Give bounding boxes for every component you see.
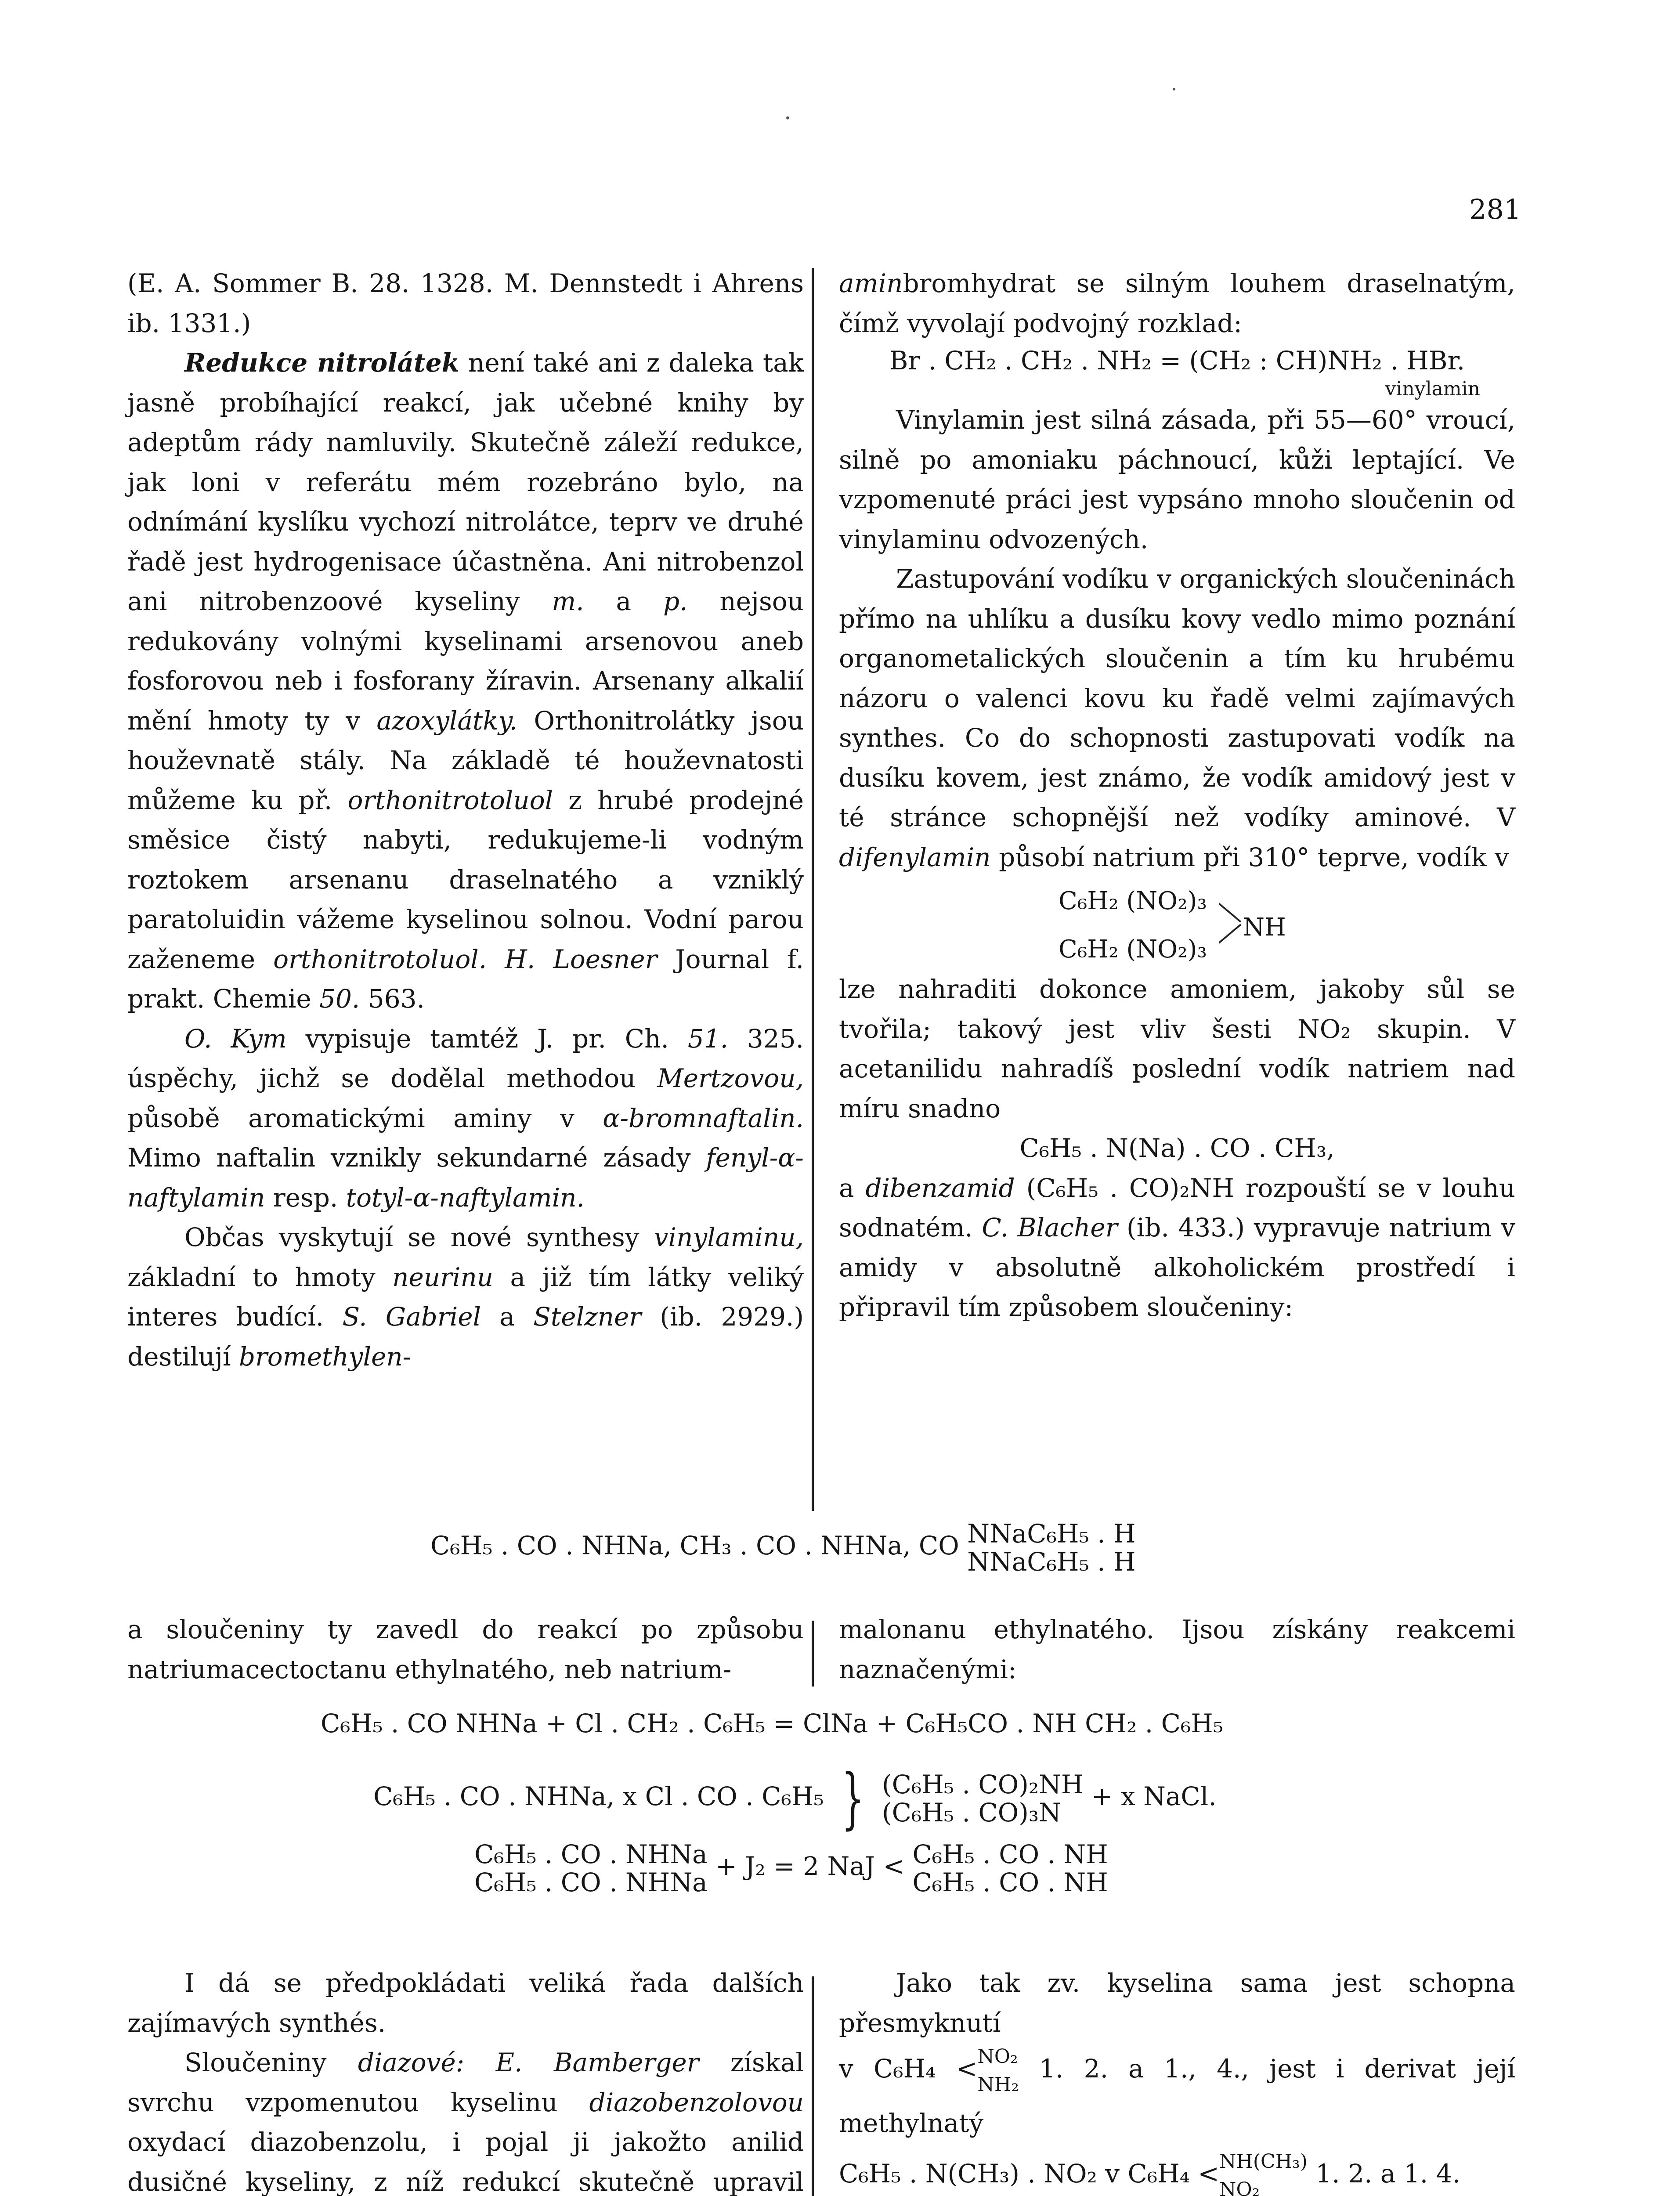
paragraph-synthes: I dá se předpokládati veliká řada dalších zajímavých synthés. [127, 1968, 804, 2038]
right-column-bottom [839, 1963, 1515, 2196]
column-divider-mid [812, 1621, 814, 1687]
page-number: 281 [1469, 193, 1521, 225]
paragraph-amonium: lze nahraditi dokonce amoniem, jakoby sůl se tvořila; takový jest vliv šesti NO₂ skupin. V acetanilidu nahradíš poslední vodík natriem nad míru snadno [839, 974, 1515, 1123]
mid-left-text: a sloučeniny ty zavedl do reakcí po způsobu natriumacectoctanu ethylnatého, neb natrium- [127, 1614, 804, 1684]
paragraph-vinylamin-props: Vinylamin jest silná zásada, při 55—60° vroucí, silně po amoniaku páchnoucí, kůži leptající. Ve vzpomenuté práci jest vypsáno mnoho sloučenin od vinylaminu odvozených. [839, 405, 1515, 554]
bond-lines [1219, 895, 1245, 952]
paragraph-amin: aminbromhydrat se silným louhem draselnatým, čímž vyvolají podvojný rozklad: [839, 268, 1515, 338]
right-brace: } [841, 1760, 865, 1837]
paragraph-dibenzamid: a dibenzamid (C₆H₅ . CO)₂NH rozpouští se v louhu sodnatém. C. Blacher (ib. 433.) vypravuje natrium v amidy v absolutně alkoholickém prostředí i připravil tím způsobem sloučeniny: [839, 1173, 1515, 1322]
left-column-top [127, 264, 804, 1376]
paragraph-redukce: Redukce nitrolátek není také ani z daleka tak jasně probíhající reakcí, jak učebné knihy by adeptům rády namluvily. Skutečně záleží redukce, jak loni v referátu mém rozebráno bylo, na odnímání kyslíku vychozí nitrolátce, teprv ve druhé řadě jest hydrogenisace účastněna. Ani nitrobenzol ani nitrobenzoové kyseliny m. a p. nejsou redukovány volnými kyselinami arsenovou aneb fosforovou neb i fosforany žíravin. Arsenany alkalií mění hmoty ty v azoxylátky. Orthonitrolátky jsou houževnatě stály. Na základě té houževnatosti můžeme ku př. orthonitrotoluol z hrubé prodejné směsice čistý nabyti, redukujeme-li vodným roztokem arsenanu draselnatého a vzniklý paratoluidin vážeme kyselinou solnou. Vodní parou zaženeme orthonitrotoluol. H. Loesner Journal f. prakt. Chemie 50. 563. [127, 348, 804, 1014]
left-column-bottom [127, 1963, 804, 2196]
column-divider-top [812, 268, 814, 1511]
equation-acetanilid: C₆H₅ . N(Na) . CO . CH₃, [1019, 1133, 1335, 1163]
paragraph-zastupovani: Zastupování vodíku v organických sloučeninách přímo na uhlíku a dusíku kovy vedlo mimo poznání organometalických sloučenin a tím ku hrubému názoru o valenci kovu ku řadě velmi zajímavých synthes. Co do schopnosti zastupovati vodík na dusíku kovem, jest známo, že vodík amidový jest v té stránce schopnější než vodíky aminové. V difenylamin působí natrium při 310° teprve, vodík v [839, 564, 1515, 872]
paragraph-kym: O. Kym vypisuje tamtéž J. pr. Ch. 51. 325. úspěchy, jichž se dodělal methodou Mertzovou, působě aromatickými aminy v α-bromnaftalin. Mimo naftalin vznikly sekundarné zásady fenyl-α-naftylamin resp. totyl-α-naftylamin. [127, 1023, 804, 1213]
paragraph-vinylamin: Občas vyskytují se nové synthesy vinylaminu, základní to hmoty neurinu a již tím látky veliký interes budící. S. Gabriel a Stelzner (ib. 2929.) destilují bromethylen- [127, 1222, 804, 1372]
equation-3: C₆H₅ . CO . NHNa C₆H₅ . CO . NHNa + J₂ = 2 NaJ < C₆H₅ . CO . NH C₆H₅ . CO . NH [474, 1839, 1108, 1897]
scan-speck [1173, 88, 1175, 90]
formula-nitroaniline: v C₆H₄ <NO₂ NH₂ 1. 2. a 1., 4., jest i derivat její methylnatý [839, 2045, 1516, 2138]
right-column-top [839, 264, 1515, 1327]
formula-hexanitrodiphenylamine: C₆H₂ (NO₂)₃ NH C₆H₂ (NO₂)₃ [1059, 887, 1286, 964]
formula-sodium-amides: C₆H₅ . CO . NHNa, CH₃ . CO . NHNa, CO NNaC₆H₅ . H NNaC₆H₅ . H [430, 1519, 1136, 1577]
equation-1: C₆H₅ . CO NHNa + Cl . CH₂ . C₆H₅ = ClNa + C₆H₅CO . NH CH₂ . C₆H₅ [321, 1708, 1224, 1738]
paragraph-diazo: Sloučeniny diazové: E. Bamberger získal svrchu vzpomenutou kyselinu diazobenzolovou oxydací diazobenzolu, i pojal ji jakožto anilid dusičné kyseliny, z níž redukcí skutečně upravil [127, 2048, 804, 2196]
equation-2: C₆H₅ . CO . NHNa, x Cl . CO . C₆H₅ } (C₆H₅ . CO)₂NH (C₆H₅ . CO)₃N + x NaCl. [373, 1760, 1217, 1837]
scan-speck [786, 116, 789, 119]
paragraph-kyselina: Jako tak zv. kyselina sama jest schopna přesmyknutí [839, 1968, 1515, 2038]
citation: (E. A. Sommer B. 28. 1328. M. Dennstedt i Ahrens ib. 1331.) [127, 268, 804, 338]
label-vinylamin: vinylamin [1385, 378, 1480, 400]
formula-methyl: C₆H₅ . N(CH₃) . NO₂ v C₆H₄ <NH(CH₃) NO₂ 1. 2. a 1. 4. [839, 2150, 1460, 2196]
equation-vinylamin: Br . CH₂ . CH₂ . NH₂ = (CH₂ : CH)NH₂ . HBr. [889, 346, 1465, 376]
column-divider-bottom [812, 1976, 814, 2196]
mid-right-text: malonanu ethylnatého. Ijsou získány reakcemi naznačenými: [839, 1614, 1515, 1684]
